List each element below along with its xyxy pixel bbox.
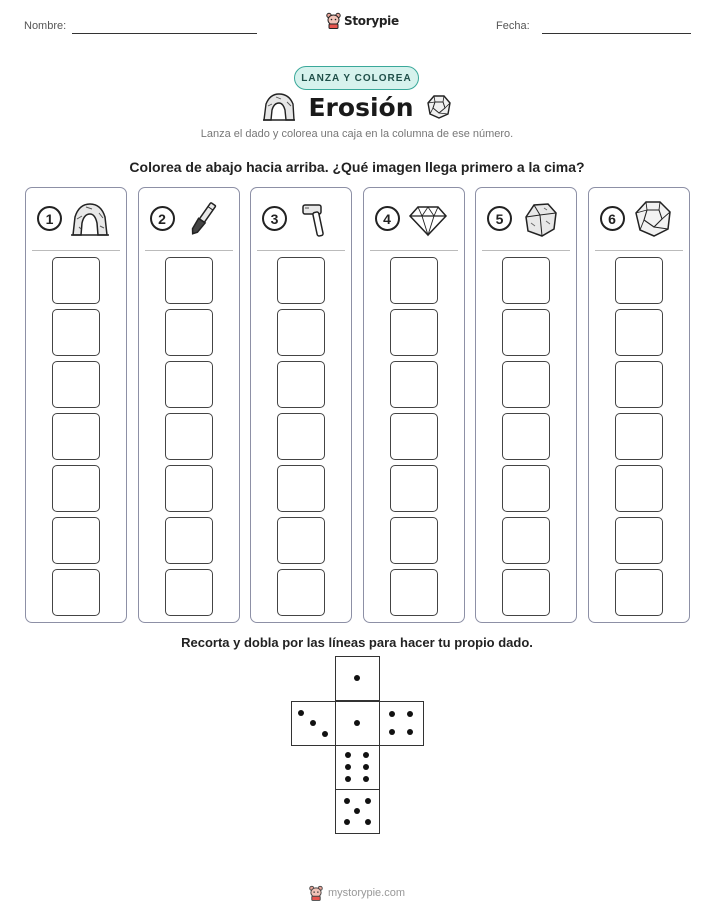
date-label: Fecha: xyxy=(496,20,530,32)
color-box[interactable] xyxy=(165,517,213,564)
column-divider xyxy=(482,250,570,251)
color-box[interactable] xyxy=(277,309,325,356)
die-pip xyxy=(345,776,351,782)
color-box[interactable] xyxy=(52,413,100,460)
activity-badge: LANZA Y COLOREA xyxy=(294,66,419,90)
die-instruction: Recorta y dobla por las líneas para hacer tu propio dado. xyxy=(181,635,533,650)
die-face-top xyxy=(335,656,380,701)
storypie-logo xyxy=(326,12,399,29)
die-pip xyxy=(363,764,369,770)
die-face-lower xyxy=(335,745,380,790)
die-pip xyxy=(310,720,316,726)
column-header xyxy=(589,188,689,250)
column-divider xyxy=(370,250,458,251)
color-box[interactable] xyxy=(615,569,663,616)
bear-mascot-icon xyxy=(326,12,341,29)
die-pip xyxy=(322,731,328,737)
activity-subtitle: Lanza el dado y colorea una caja en la columna de ese número. xyxy=(200,128,514,140)
column-header xyxy=(139,188,239,250)
die-face-center xyxy=(335,701,380,746)
color-box[interactable] xyxy=(390,413,438,460)
color-box[interactable] xyxy=(165,309,213,356)
column-5 xyxy=(475,187,577,623)
date-line[interactable] xyxy=(542,33,691,34)
color-box[interactable] xyxy=(502,309,550,356)
page-title: Erosión xyxy=(308,92,414,122)
color-box[interactable] xyxy=(390,257,438,304)
footer-site: mystorypie.com xyxy=(327,887,406,899)
column-number: 3 xyxy=(262,206,287,231)
column-header xyxy=(251,188,351,250)
color-box[interactable] xyxy=(615,517,663,564)
activity-instruction: Colorea de abajo hacia arriba. ¿Qué imagen llega primero a la cima? xyxy=(129,159,585,175)
die-pip xyxy=(298,710,304,716)
color-box[interactable] xyxy=(615,361,663,408)
color-box[interactable] xyxy=(502,517,550,564)
die-pip xyxy=(407,729,413,735)
name-line[interactable] xyxy=(72,33,257,34)
column-1 xyxy=(25,187,127,623)
color-box[interactable] xyxy=(165,361,213,408)
crystal-icon xyxy=(633,199,673,239)
color-box[interactable] xyxy=(52,361,100,408)
color-box[interactable] xyxy=(615,257,663,304)
title-row xyxy=(0,92,714,122)
hammer-icon xyxy=(295,199,335,239)
roll-columns xyxy=(25,187,690,623)
column-header xyxy=(476,188,576,250)
color-box[interactable] xyxy=(390,361,438,408)
bear-mascot-icon xyxy=(309,885,323,901)
die-pip xyxy=(345,752,351,758)
color-box[interactable] xyxy=(165,465,213,512)
name-label: Nombre: xyxy=(24,20,67,32)
column-divider xyxy=(32,250,120,251)
column-number: 1 xyxy=(37,206,62,231)
die-pip xyxy=(363,776,369,782)
die-face-bottom xyxy=(335,789,380,834)
color-box[interactable] xyxy=(52,309,100,356)
diamond-icon xyxy=(408,199,448,239)
color-box[interactable] xyxy=(165,413,213,460)
die-face-right xyxy=(379,701,424,746)
color-box[interactable] xyxy=(502,569,550,616)
color-box[interactable] xyxy=(277,569,325,616)
column-divider xyxy=(257,250,345,251)
color-box[interactable] xyxy=(277,517,325,564)
color-box[interactable] xyxy=(277,361,325,408)
color-box[interactable] xyxy=(615,413,663,460)
color-box[interactable] xyxy=(52,465,100,512)
color-box[interactable] xyxy=(615,309,663,356)
die-pip xyxy=(365,798,371,804)
rock-arch-icon xyxy=(262,92,296,122)
column-divider xyxy=(595,250,683,251)
color-box[interactable] xyxy=(390,309,438,356)
die-pip xyxy=(344,819,350,825)
color-box[interactable] xyxy=(390,569,438,616)
die-face-left xyxy=(291,701,336,746)
die-pip xyxy=(389,711,395,717)
column-header xyxy=(364,188,464,250)
rock-arch-icon xyxy=(70,199,110,239)
color-box[interactable] xyxy=(502,257,550,304)
die-pip xyxy=(365,819,371,825)
column-2 xyxy=(138,187,240,623)
color-box[interactable] xyxy=(277,413,325,460)
footer xyxy=(0,885,714,901)
column-number: 4 xyxy=(375,206,400,231)
die-pip xyxy=(354,675,360,681)
brand-name: Storypie xyxy=(344,13,399,28)
color-box[interactable] xyxy=(502,413,550,460)
die-pip xyxy=(354,808,360,814)
column-header xyxy=(26,188,126,250)
die-pip xyxy=(344,798,350,804)
die-pip xyxy=(345,764,351,770)
color-box[interactable] xyxy=(277,257,325,304)
color-box[interactable] xyxy=(390,465,438,512)
color-box[interactable] xyxy=(165,257,213,304)
column-number: 6 xyxy=(600,206,625,231)
column-divider xyxy=(145,250,233,251)
color-box[interactable] xyxy=(390,517,438,564)
color-box[interactable] xyxy=(277,465,325,512)
column-number: 5 xyxy=(487,206,512,231)
rock-icon xyxy=(520,199,560,239)
column-number: 2 xyxy=(150,206,175,231)
color-box[interactable] xyxy=(52,257,100,304)
die-pip xyxy=(354,720,360,726)
chisel-icon xyxy=(183,199,223,239)
die-pip xyxy=(389,729,395,735)
column-3 xyxy=(250,187,352,623)
color-box[interactable] xyxy=(502,361,550,408)
crystal-icon xyxy=(426,94,452,120)
color-box[interactable] xyxy=(52,517,100,564)
die-pip xyxy=(363,752,369,758)
die-pip xyxy=(407,711,413,717)
color-box[interactable] xyxy=(615,465,663,512)
column-6 xyxy=(588,187,690,623)
color-box[interactable] xyxy=(52,569,100,616)
color-box[interactable] xyxy=(502,465,550,512)
color-box[interactable] xyxy=(165,569,213,616)
column-4 xyxy=(363,187,465,623)
